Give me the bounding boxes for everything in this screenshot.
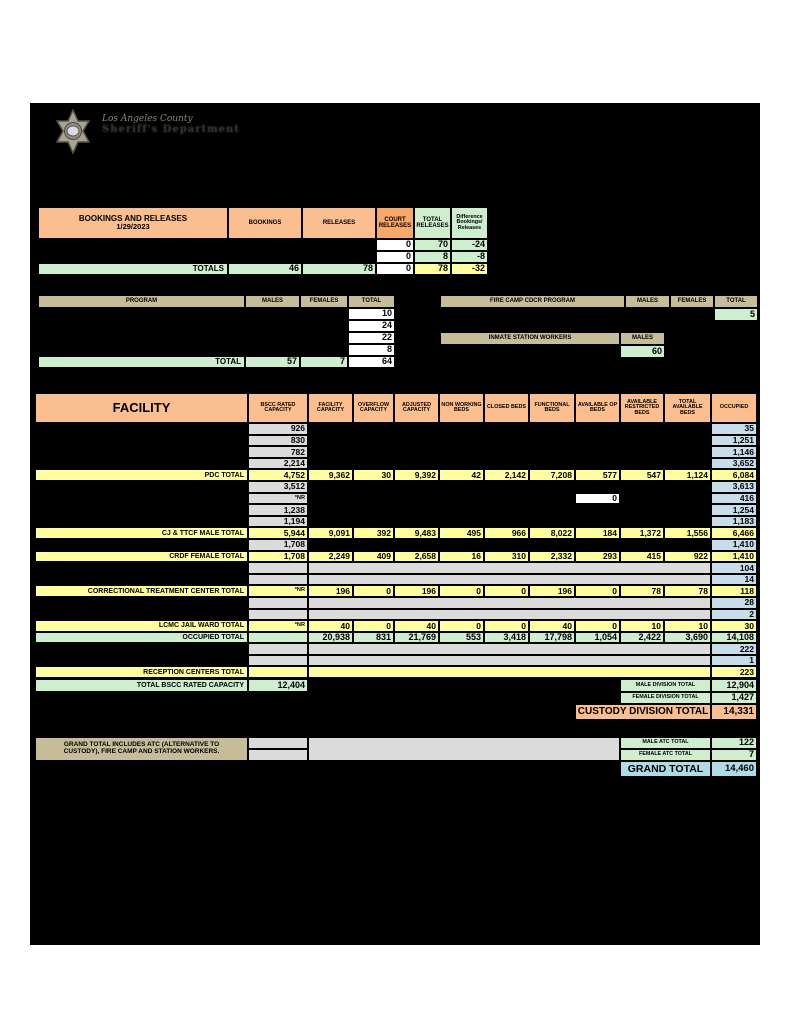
redacted-cell xyxy=(308,481,711,493)
totals-total-releases: 78 xyxy=(414,263,451,275)
facility-table xyxy=(35,393,757,678)
difference-value: -24 xyxy=(451,239,488,251)
facility-name-redacted xyxy=(35,655,248,667)
occupied-value: 104 xyxy=(711,562,757,574)
table-row xyxy=(35,655,757,667)
bscc-rated-capacity-value: 830 xyxy=(248,435,308,447)
occupied-value: 1,410 xyxy=(711,539,757,551)
facility-total-label: CJ & TTCF MALE TOTAL xyxy=(35,527,248,539)
redacted-cell xyxy=(308,504,711,516)
col-header-available-op-beds: AVAILABLE OP BEDS xyxy=(575,393,620,423)
redacted-cell xyxy=(440,308,714,321)
redacted-cell xyxy=(308,539,711,551)
facility-total-value: 30 xyxy=(353,469,394,481)
fire-camp-table xyxy=(440,295,758,321)
facility-name-redacted xyxy=(35,643,248,655)
occupied-value: 3,613 xyxy=(711,481,757,493)
empty-cell xyxy=(308,643,711,655)
col-header-fire-camp: FIRE CAMP CDCR PROGRAM xyxy=(440,295,625,308)
col-header-bscc-rated-capacity: BSCC RATED CAPACITY xyxy=(248,393,308,423)
occupied-value: 14,108 xyxy=(711,632,757,644)
col-header-females: FEMALES xyxy=(670,295,714,308)
facility-total-value: 0 xyxy=(439,585,484,597)
facility-total-value: 577 xyxy=(575,469,620,481)
facility-total-value: 42 xyxy=(439,469,484,481)
table-row xyxy=(38,332,395,344)
facility-name-redacted xyxy=(35,446,248,458)
occupied-total-label: OCCUPIED TOTAL xyxy=(35,632,248,644)
redacted-cell xyxy=(440,345,620,358)
table-row xyxy=(35,632,757,644)
bscc-rated-capacity-value: 1,194 xyxy=(248,516,308,528)
redacted-cell xyxy=(38,344,348,356)
bookings-date: 1/29/2023 xyxy=(116,222,150,232)
court-releases-value: 0 xyxy=(376,239,414,251)
occupied-total-value: 553 xyxy=(439,632,484,644)
occupied-value: 1 xyxy=(711,655,757,667)
bscc-rated-capacity-value: 1,708 xyxy=(248,539,308,551)
difference-value: -8 xyxy=(451,251,488,263)
totals-label: TOTALS xyxy=(38,263,228,275)
table-row xyxy=(35,493,757,505)
occupied-total-value: 21,769 xyxy=(394,632,439,644)
table-row xyxy=(35,516,757,528)
col-header-total: TOTAL xyxy=(714,295,758,308)
facility-total-value: 40 xyxy=(394,620,439,632)
facility-total-value: 10 xyxy=(620,620,664,632)
reception-centers-total-label: RECEPTION CENTERS TOTAL xyxy=(35,666,248,678)
table-row xyxy=(440,345,665,358)
col-header-facility-capacity: FACILITY CAPACITY xyxy=(308,393,353,423)
grand-total-note xyxy=(35,737,248,761)
facility-total-value: 40 xyxy=(529,620,575,632)
facility-total-label: PDC TOTAL xyxy=(35,469,248,481)
col-header-bookings: BOOKINGS xyxy=(228,207,302,239)
redacted-cell xyxy=(308,493,575,505)
station-workers-males-value: 60 xyxy=(620,345,665,358)
table-row xyxy=(35,551,757,563)
occupied-value: 30 xyxy=(711,620,757,632)
table-row xyxy=(38,239,488,251)
occupied-value: 28 xyxy=(711,597,757,609)
occupied-value: 1,183 xyxy=(711,516,757,528)
occupied-value: 2 xyxy=(711,609,757,621)
male-atc-total-label: MALE ATC TOTAL xyxy=(620,737,711,749)
facility-total-value: 78 xyxy=(664,585,711,597)
facility-header-row xyxy=(35,393,757,423)
female-division-row xyxy=(35,692,757,704)
empty-cell xyxy=(308,666,711,678)
empty-cell xyxy=(248,597,308,609)
empty-cell xyxy=(248,574,308,586)
total-releases-value: 70 xyxy=(414,239,451,251)
totals-court-releases: 0 xyxy=(376,263,414,275)
col-header-females: FEMALES xyxy=(300,295,348,308)
facility-total-value: 196 xyxy=(394,585,439,597)
bscc-rated-capacity-value: 4,752 xyxy=(248,469,308,481)
redacted-cell xyxy=(308,423,711,435)
facility-total-value: 495 xyxy=(439,527,484,539)
bookings-releases-table xyxy=(38,207,488,275)
facility-total-value: 0 xyxy=(575,620,620,632)
empty-cell xyxy=(248,609,308,621)
male-division-total-value: 12,904 xyxy=(711,679,757,692)
facility-name-redacted xyxy=(35,481,248,493)
bscc-rated-capacity-value: 5,944 xyxy=(248,527,308,539)
facility-name-redacted xyxy=(35,539,248,551)
facility-name-redacted xyxy=(35,597,248,609)
facility-name-redacted xyxy=(35,504,248,516)
facility-name-redacted xyxy=(35,493,248,505)
facility-total-value: 966 xyxy=(484,527,529,539)
empty-cell xyxy=(248,643,308,655)
col-header-total-releases: TOTAL RELEASES xyxy=(414,207,451,239)
program-total-total: 64 xyxy=(348,356,395,368)
division-totals xyxy=(35,679,757,720)
facility-total-value: 2,332 xyxy=(529,551,575,563)
col-header-difference: Difference Bookings/ Releases xyxy=(451,207,488,239)
facility-total-value: 0 xyxy=(484,620,529,632)
facility-name-redacted xyxy=(35,435,248,447)
occupied-value: 3,652 xyxy=(711,458,757,470)
bscc-rated-capacity-value: 782 xyxy=(248,446,308,458)
facility-total-value: 196 xyxy=(308,585,353,597)
table-row xyxy=(35,504,757,516)
col-header-closed-beds: CLOSED BEDS xyxy=(484,393,529,423)
bscc-rated-capacity-value: 3,512 xyxy=(248,481,308,493)
female-division-total-value: 1,427 xyxy=(711,692,757,704)
facility-total-value: 2,658 xyxy=(394,551,439,563)
facility-name-redacted xyxy=(35,423,248,435)
total-releases-value: 8 xyxy=(414,251,451,263)
bookings-totals-row xyxy=(38,263,488,275)
redacted-cell xyxy=(38,239,376,251)
program-total-males: 57 xyxy=(245,356,300,368)
program-total-value: 22 xyxy=(348,332,395,344)
col-header-overflow-capacity: OVERFLOW CAPACITY xyxy=(353,393,394,423)
grand-total-note-line2: CUSTODY), FIRE CAMP AND STATION WORKERS. xyxy=(63,748,220,755)
occupied-total-value: 3,418 xyxy=(484,632,529,644)
program-total-females: 7 xyxy=(300,356,348,368)
total-bscc-value: 12,404 xyxy=(248,679,308,692)
facility-total-value: 392 xyxy=(353,527,394,539)
station-workers-table xyxy=(440,332,665,358)
col-header-non-working-beds: NON WORKING BEDS xyxy=(439,393,484,423)
bscc-rated-capacity-value: 1,708 xyxy=(248,551,308,563)
col-header-court-releases: COURT RELEASES xyxy=(376,207,414,239)
female-atc-total-value: 7 xyxy=(711,749,757,761)
facility-total-value: 293 xyxy=(575,551,620,563)
redacted-cell xyxy=(38,332,348,344)
table-row xyxy=(35,620,757,632)
facility-name-redacted xyxy=(35,458,248,470)
col-header-males: MALES xyxy=(625,295,670,308)
facility-total-label: CORRECTIONAL TREATMENT CENTER TOTAL xyxy=(35,585,248,597)
grand-total-section xyxy=(35,737,757,777)
empty-cell xyxy=(308,737,620,761)
redacted-cell xyxy=(308,458,711,470)
empty-cell xyxy=(248,749,308,761)
facility-total-value: 10 xyxy=(664,620,711,632)
court-releases-value: 0 xyxy=(376,251,414,263)
report-black-background xyxy=(30,103,760,945)
table-row xyxy=(38,308,395,320)
facility-total-label: LCMC JAIL WARD TOTAL xyxy=(35,620,248,632)
redacted-cell xyxy=(35,692,620,704)
redacted-cell xyxy=(38,251,376,263)
table-row xyxy=(35,609,757,621)
occupied-value: 1,146 xyxy=(711,446,757,458)
redacted-cell xyxy=(35,704,575,720)
custody-division-row xyxy=(35,704,757,720)
col-header-total: TOTAL xyxy=(348,295,395,308)
occupied-value: 118 xyxy=(711,585,757,597)
total-bscc-label: TOTAL BSCC RATED CAPACITY xyxy=(35,679,248,692)
facility-total-value: 78 xyxy=(620,585,664,597)
table-row xyxy=(440,308,758,321)
program-total-value: 10 xyxy=(348,308,395,320)
program-totals-row xyxy=(38,356,395,368)
total-bscc-row xyxy=(35,679,757,692)
bscc-rated-capacity-value: 1,238 xyxy=(248,504,308,516)
totals-difference: -32 xyxy=(451,263,488,275)
occupied-value: 14 xyxy=(711,574,757,586)
custody-division-total-value: 14,331 xyxy=(711,704,757,720)
occupied-value: 1,251 xyxy=(711,435,757,447)
facility-total-value: 9,392 xyxy=(394,469,439,481)
col-header-program: PROGRAM xyxy=(38,295,245,308)
redacted-cell xyxy=(38,320,348,332)
facility-total-value: 310 xyxy=(484,551,529,563)
female-division-total-label: FEMALE DIVISION TOTAL xyxy=(620,692,711,704)
facility-total-value: 1,124 xyxy=(664,469,711,481)
facility-total-value: 0 xyxy=(353,620,394,632)
program-table xyxy=(38,295,395,368)
facility-total-value: 7,208 xyxy=(529,469,575,481)
bscc-rated-capacity-value: 2,214 xyxy=(248,458,308,470)
bscc-rated-capacity-value: *NR xyxy=(248,493,308,505)
bscc-rated-capacity-value: *NR xyxy=(248,620,308,632)
facility-name-redacted xyxy=(35,516,248,528)
col-header-facility: FACILITY xyxy=(35,393,248,423)
totals-releases: 78 xyxy=(302,263,376,275)
occupied-value: 416 xyxy=(711,493,757,505)
grand-total-note-line1: GRAND TOTAL INCLUDES ATC (ALTERNATIVE TO xyxy=(63,741,220,749)
male-atc-total-value: 122 xyxy=(711,737,757,749)
facility-total-label: CRDF FEMALE TOTAL xyxy=(35,551,248,563)
table-row xyxy=(35,574,757,586)
bookings-table-title-cell xyxy=(38,207,228,239)
col-header-total-available-beds: TOTAL AVAILABLE BEDS xyxy=(664,393,711,423)
fire-camp-total-value: 5 xyxy=(714,308,758,321)
table-row xyxy=(38,320,395,332)
facility-name-redacted xyxy=(35,562,248,574)
occupied-value: 1,410 xyxy=(711,551,757,563)
empty-cell xyxy=(308,655,711,667)
table-row xyxy=(38,251,488,263)
available-op-beds-value: 0 xyxy=(575,493,620,505)
facility-total-value: 2,142 xyxy=(484,469,529,481)
table-row xyxy=(35,458,757,470)
redacted-cell xyxy=(308,446,711,458)
redacted-cell xyxy=(620,493,711,505)
redacted-cell xyxy=(38,308,348,320)
empty-cell xyxy=(248,737,308,749)
table-row xyxy=(35,666,757,678)
logo-county-text: Los Angeles County xyxy=(102,114,193,124)
facility-total-value: 415 xyxy=(620,551,664,563)
redacted-cell xyxy=(308,435,711,447)
facility-total-value: 922 xyxy=(664,551,711,563)
empty-cell xyxy=(308,609,711,621)
empty-cell xyxy=(248,632,308,644)
col-header-functional-beds: FUNCTIONAL BEDS xyxy=(529,393,575,423)
col-header-station-workers: INMATE STATION WORKERS xyxy=(440,332,620,345)
occupied-total-value: 831 xyxy=(353,632,394,644)
custody-division-total-label: CUSTODY DIVISION TOTAL xyxy=(575,704,711,720)
bscc-rated-capacity-value: *NR xyxy=(248,585,308,597)
col-header-males: MALES xyxy=(620,332,665,345)
logo-department-text: Sheriff's Department xyxy=(102,124,240,135)
facility-total-value: 40 xyxy=(308,620,353,632)
occupied-total-value: 20,938 xyxy=(308,632,353,644)
occupied-total-value: 17,798 xyxy=(529,632,575,644)
col-header-adjusted-capacity: ADJUSTED CAPACITY xyxy=(394,393,439,423)
agency-logo xyxy=(52,109,240,155)
table-row xyxy=(35,597,757,609)
col-header-occupied: OCCUPIED xyxy=(711,393,757,423)
facility-total-value: 0 xyxy=(575,585,620,597)
occupied-value: 222 xyxy=(711,643,757,655)
facility-total-value: 16 xyxy=(439,551,484,563)
facility-total-value: 409 xyxy=(353,551,394,563)
empty-cell xyxy=(308,574,711,586)
empty-cell xyxy=(248,666,308,678)
empty-cell xyxy=(248,655,308,667)
occupied-total-value: 1,054 xyxy=(575,632,620,644)
redacted-cell xyxy=(308,516,711,528)
grand-total-label: GRAND TOTAL xyxy=(620,761,711,777)
facility-total-value: 1,556 xyxy=(664,527,711,539)
grand-total-value: 14,460 xyxy=(711,761,757,777)
facility-name-redacted xyxy=(35,574,248,586)
table-row xyxy=(35,469,757,481)
occupied-value: 223 xyxy=(711,666,757,678)
facility-total-value: 8,022 xyxy=(529,527,575,539)
program-total-value: 8 xyxy=(348,344,395,356)
table-row xyxy=(35,481,757,493)
occupied-value: 1,254 xyxy=(711,504,757,516)
empty-cell xyxy=(308,597,711,609)
bscc-rated-capacity-value: 926 xyxy=(248,423,308,435)
bookings-title: BOOKINGS AND RELEASES xyxy=(78,214,188,224)
table-row xyxy=(35,423,757,435)
col-header-available-restricted-beds: AVAILABLE RESTRICTED BEDS xyxy=(620,393,664,423)
facility-total-value: 9,483 xyxy=(394,527,439,539)
facility-total-value: 0 xyxy=(353,585,394,597)
facility-rows xyxy=(35,423,757,678)
facility-total-value: 2,249 xyxy=(308,551,353,563)
occupied-total-value: 3,690 xyxy=(664,632,711,644)
empty-cell xyxy=(248,562,308,574)
sheriff-star-icon xyxy=(52,109,94,155)
occupied-value: 6,466 xyxy=(711,527,757,539)
program-total-value: 24 xyxy=(348,320,395,332)
facility-total-value: 196 xyxy=(529,585,575,597)
male-division-total-label: MALE DIVISION TOTAL xyxy=(620,679,711,692)
table-row xyxy=(35,446,757,458)
occupied-total-value: 2,422 xyxy=(620,632,664,644)
table-row xyxy=(35,527,757,539)
totals-bookings: 46 xyxy=(228,263,302,275)
female-atc-total-label: FEMALE ATC TOTAL xyxy=(620,749,711,761)
empty-cell xyxy=(308,562,711,574)
table-row xyxy=(38,344,395,356)
facility-total-value: 0 xyxy=(484,585,529,597)
col-header-releases: RELEASES xyxy=(302,207,376,239)
table-row xyxy=(35,562,757,574)
program-total-label: TOTAL xyxy=(38,356,245,368)
facility-total-value: 547 xyxy=(620,469,664,481)
table-row xyxy=(35,643,757,655)
col-header-males: MALES xyxy=(245,295,300,308)
redacted-cell xyxy=(308,679,620,692)
table-row xyxy=(35,435,757,447)
table-row xyxy=(35,585,757,597)
table-row xyxy=(35,539,757,551)
facility-total-value: 1,372 xyxy=(620,527,664,539)
facility-total-value: 9,091 xyxy=(308,527,353,539)
occupied-value: 35 xyxy=(711,423,757,435)
facility-total-value: 184 xyxy=(575,527,620,539)
facility-name-redacted xyxy=(35,609,248,621)
facility-total-value: 0 xyxy=(439,620,484,632)
occupied-value: 6,084 xyxy=(711,469,757,481)
facility-total-value: 9,362 xyxy=(308,469,353,481)
